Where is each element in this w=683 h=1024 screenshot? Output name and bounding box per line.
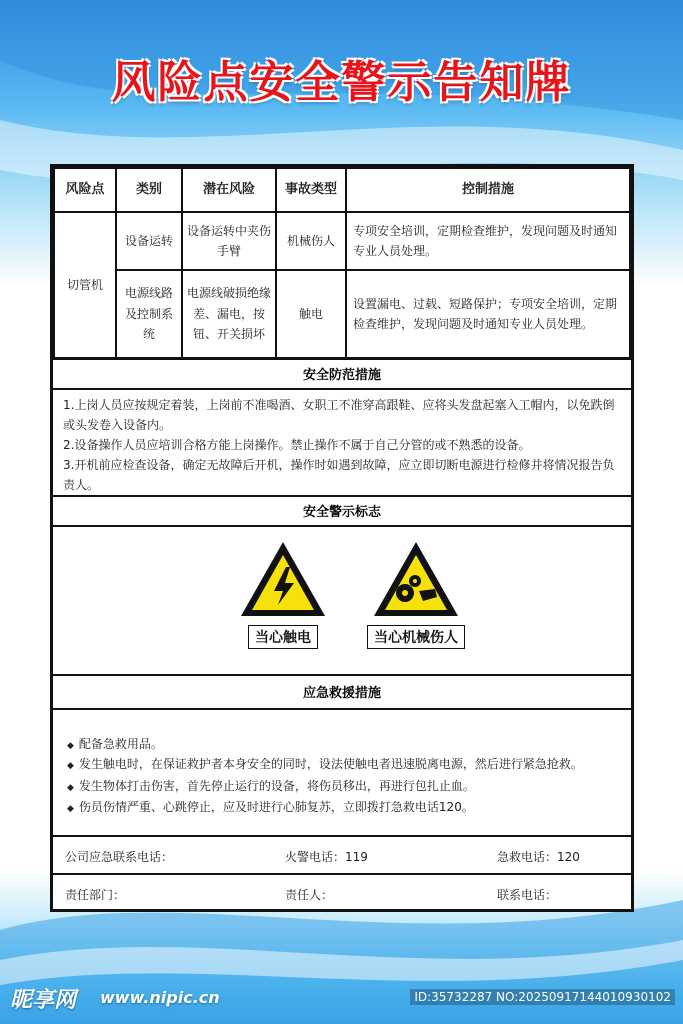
electric-shock-label: 当心触电 — [248, 625, 318, 649]
table-row — [54, 212, 630, 270]
page-title: 风险点安全警示告知牌 — [111, 57, 572, 108]
table-header-row — [54, 168, 630, 212]
list-item: ◆ 发生物体打击伤害，首先停止运行的设备，将伤员移出，再进行包扎止血。 — [67, 779, 475, 793]
control-cell: 专项安全培训，定期检查维护，发现问题及时通知专业人员处理。 — [346, 212, 630, 270]
category-cell: 设备运转 — [116, 212, 182, 270]
contact-row-responsible — [53, 873, 631, 911]
risk-cell: 设备运转中夹伤手臂 — [182, 212, 276, 270]
list-item: ◆ 发生触电时，在保证救护者本身安全的同时，设法使触电者迅速脱离电源，然后进行紧急抢救。 — [67, 757, 583, 771]
mechanical-injury-warning-icon — [371, 539, 461, 619]
risk-cell: 电源线破损绝缘差、漏电，按钮、开关损坏 — [182, 270, 276, 358]
list-item: ◆ 配备急救用品。 — [67, 737, 163, 751]
fire-phone: 火警电话：119 — [285, 850, 368, 864]
watermark-url: www.nipic.cn — [100, 988, 220, 1007]
header-category: 类别 — [116, 168, 182, 212]
risk-point-cell: 切管机 — [54, 212, 116, 358]
safety-item: 1.上岗人员应按规定着装，上岗前不准喝酒、女职工不准穿高跟鞋、应将头发盘起塞入工帽内，以免跌倒或头发卷入设备内。 — [63, 398, 615, 432]
safety-item: 2.设备操作人员应培训合格方能上岗操作。禁止操作不属于自己分管的或不熟悉的设备。 — [63, 438, 531, 452]
notice-board — [50, 164, 634, 912]
safety-item: 3.开机前应检查设备，确定无故障后开机，操作时如遇到故障，应立即切断电源进行检修并将情况报告负责人。 — [63, 458, 615, 492]
ambulance-phone: 急救电话：120 — [497, 850, 580, 864]
header-control-measures: 控制措施 — [346, 168, 630, 212]
image-id-badge: ID:35732287 NO:20250917144010930102 — [410, 989, 675, 1005]
header-potential-risk: 潜在风险 — [182, 168, 276, 212]
person-label: 责任人： — [285, 888, 334, 902]
control-cell: 设置漏电、过载、短路保护；专项安全培训，定期检查维护，发现问题及时通知专业人员处理。 — [346, 270, 630, 358]
risk-table — [53, 167, 631, 359]
electric-shock-warning-icon — [238, 539, 328, 619]
accident-cell: 机械伤人 — [276, 212, 346, 270]
contact-row-phones — [53, 835, 631, 873]
table-row — [54, 270, 630, 358]
department-label: 责任部门： — [65, 888, 126, 902]
electric-shock-sign — [233, 539, 333, 649]
mechanical-injury-label: 当心机械伤人 — [367, 625, 465, 649]
warning-signs-heading: 安全警示标志 — [53, 495, 631, 527]
emergency-heading: 应急救援措施 — [53, 674, 631, 710]
watermark-logo: 昵享网 — [10, 988, 77, 1013]
safety-measures-list — [53, 391, 631, 493]
category-cell: 电源线路及控制系统 — [116, 270, 182, 358]
company-phone-label: 公司应急联系电话： — [65, 850, 174, 864]
list-item: ◆ 伤员伤情严重、心跳停止，应及时进行心肺复苏，立即拨打急救电话120。 — [67, 800, 474, 814]
phone-label: 联系电话： — [497, 888, 558, 902]
accident-cell: 触电 — [276, 270, 346, 358]
warning-signs-area — [53, 529, 631, 671]
safety-measures-heading: 安全防范措施 — [53, 358, 631, 390]
mechanical-injury-sign — [361, 539, 471, 649]
header-accident-type: 事故类型 — [276, 168, 346, 212]
header-risk-point: 风险点 — [54, 168, 116, 212]
